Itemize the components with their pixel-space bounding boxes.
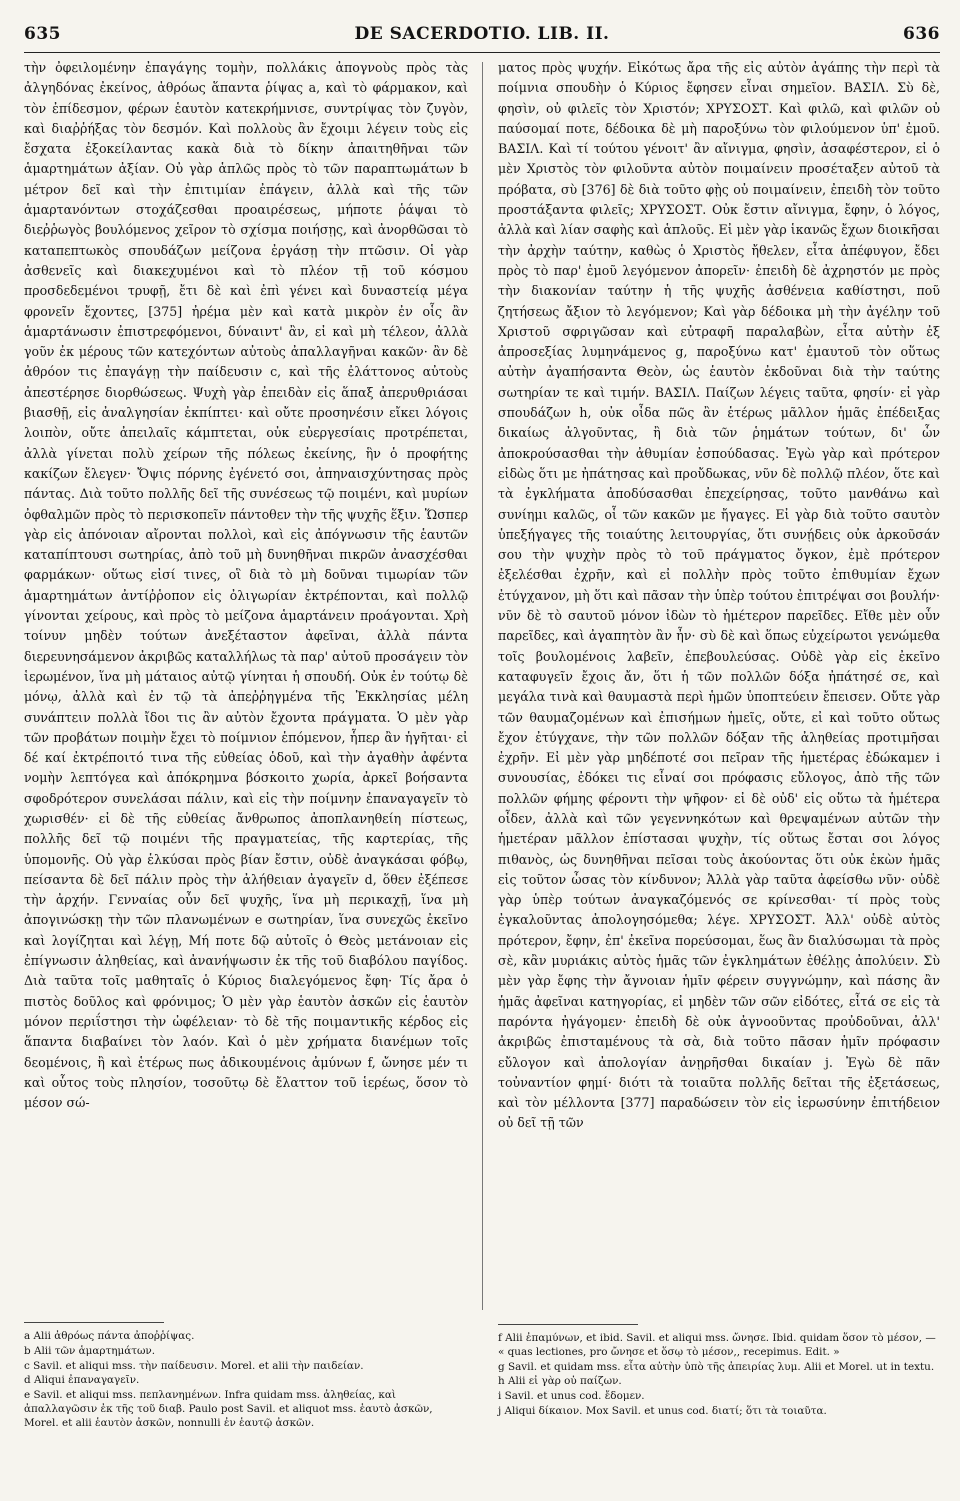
right-column-paragraph: ματος πρὸς ψυχήν. Εἰκότως ἄρα τῆς εἰς αὐτὸν ἀγάπης τὴν περὶ τὰ ποίμνια σπουδὴν ὁ Κύριος ἔφησεν εἶναι σημεῖον. ΒΑΣΙΛ. Σὺ δὲ, φησὶν, οὐ φιλεῖς τὸν Χριστόν; ΧΡΥΣΟΣΤ. Καὶ φιλῶ, καὶ φιλῶν οὐ παύσομαί ποτε, δέδοικα δὲ μὴ παροξύνω τὸν φιλούμενον ὑπ' ἐμοῦ. ΒΑΣΙΛ. Καὶ τί τούτου γένοιτ' ἂν αἴνιγμα, φησὶν, ἀσαφέστερον, εἰ ὁ μὲν Χριστὸς τὸν φιλοῦντα αὐτὸν ποιμαίνειν προσέταξεν αὐτοῦ τὰ πρόβατα, σὺ [376] δὲ διὰ τοῦτο φῂς οὐ ποιμαίνειν, ἐπειδὴ τὸν τοῦτο προστάξαντα φιλεῖς; ΧΡΥΣΟΣΤ. Οὐκ ἔστιν αἴνιγμα, ἔφην, ὁ λόγος, ἀλλὰ καὶ λίαν σαφὴς καὶ ἁπλοῦς. Εἰ μὲν γὰρ ἱκανῶς ἔχων διοικῆσαι τὴν ἀρχὴν ταύτην, καθὼς ὁ Χριστὸς ἤθελεν, εἶτα ἀπέφυγον, ἔδει πρὸς τὸ παρ' ἐμοῦ λεγόμενον ἀπορεῖν· ἐπειδὴ δὲ ἀχρηστόν με πρὸς τὴν διακονίαν ταύτην ἡ τῆς ψυχῆς ἀσθένεια καθίστησι, ποῦ ζητήσεως ἄξιον τὸ λεγόμενον; Καὶ γὰρ δέδοικα μὴ τὴν ἀγέλην τοῦ Χριστοῦ σφριγῶσαν καὶ εὐτραφῆ παραλαβὼν, εἶτα αὐτὴν ἐξ ἀπροσεξίας λυμηνάμενος g, παροξύνω κατ' ἐμαυτοῦ τὸν οὕτως αὐτὴν ἀγαπήσαντα Θεὸν, ὡς ἑαυτὸν ἐκδοῦναι διὰ τὴν ταύτης σωτηρίαν τε καὶ τιμήν. ΒΑΣΙΛ. Παίζων λέγεις ταῦτα, φησίν· εἰ γὰρ σπουδάζων h, οὐκ οἶδα πῶς ἂν ἑτέρως μᾶλλον ἡμᾶς ἐπέδειξας δικαίως ἀλγοῦντας, ἢ διὰ τῶν ῥημάτων τούτων, δι' ὧν ἀποκρούσασθαι τὴν ἀθυμίαν ἐσπούδασας. Ἐγὼ γὰρ καὶ πρότερον εἰδὼς ὅτι με ἠπάτησας καὶ προὔδωκας, νῦν δὲ πολλῷ πλέον, ὅτε καὶ τὰ ἐγκλήματα ἀποδύσασθαι ἐπεχείρησας, τοῦτο μανθάνω καὶ συνίημι καλῶς, οἷ τῶν κακῶν με ἤγαγες. Εἰ γὰρ διὰ τοῦτο σαυτὸν ὑπεξήγαγες τῆς τοιαύτης λειτουργίας, ὅτι συνῄδεις οὐκ ἀρκοῦσάν σου τὴν ψυχὴν πρὸς τὸ τοῦ πράγματος ὄγκον, ἐμὲ πρότερον ἐξελέσθαι ἐχρῆν, καὶ εἰ πολλὴν πρὸς τοῦτο ἐπιθυμίαν ἔχων ἐτύγχανον, μὴ ὅτι καὶ πᾶσαν τὴν ὑπὲρ τούτου ἐπιτρέψαι σοι βουλήν· νῦν δὲ τὸ σαυτοῦ μόνον ἰδὼν τὸ ἡμέτερον παρεῖδες. Εἴθε μὲν οὖν παρεῖδες, καὶ ἀγαπητὸν ἂν ἦν· σὺ δὲ καὶ ὅπως εὐχείρωτοι γενώμεθα τοῖς βουλομένοις λαβεῖν, ἐπεβουλεύσας. Οὐδὲ γὰρ εἰς ἐκεῖνο καταφυγεῖν ἔχοις ἄν, ὅτι ἡ τῶν πολλῶν δόξα ἠπάτησέ σε, καὶ μεγάλα τινὰ καὶ θαυμαστὰ περὶ ἡμῶν ὑποπτεύειν ἔπεισεν. Οὔτε γὰρ τῶν θαυμαζομένων καὶ ἐπισήμων ἡμεῖς, οὔτε, εἰ καὶ τοῦτο οὕτως ἔχον ἐτύγχανε, τὴν τῶν πολλῶν δόξαν τῆς ἀληθείας προτιμῆσαι ἐχρῆν. Εἰ μὲν γὰρ μηδέποτέ σοι πεῖραν τῆς ἡμετέρας ἐδώκαμεν i συνουσίας, ἐδόκει τις εἶναί σοι πρόφασις εὔλογος, ἀπὸ τῆς τῶν πολλῶν φήμης φέροντι τὴν ψῆφον· εἰ δὲ οὐδ' εἰς οὕτω τὰ ἡμέτερα οἶδεν, ἀλλὰ καὶ τῶν γεγεννηκότων καὶ θρεψαμένων αὐτῶν τὴν ἡμετέραν μᾶλλον ἐπίστασαι ψυχὴν, τίς οὕτως ἔσται σοι λόγος πιθανὸς, ὡς δυνηθῆναι πεῖσαι τοὺς ἀκούοντας ὅτι οὐκ ἑκὼν ἡμᾶς εἰς τοῦτον ὦσας τὸν κίνδυνον; Ἀλλὰ γὰρ ταῦτα ἀφείσθω νῦν· οὐδὲ γὰρ ὑπὲρ τούτων ἀναγκαζόμενός σε κρίνεσθαι· τί πρὸς τοὺς ἐγκαλοῦντας ἀπολογησόμεθα; λέγε. ΧΡΥΣΟΣΤ. Ἀλλ' οὐδὲ αὐτὸς πρότερον, ἔφην, ἐπ' ἐκεῖνα πορεύσομαι, ἕως ἂν διαλύσωμαι τὰ πρὸς σὲ, κἂν μυριάκις αὐτὸς ἡμᾶς τῶν ἐγκλημάτων ἐθέλῃς ἀπολύειν. Σὺ μὲν γὰρ ἔφης τὴν ἄγνοιαν ἡμῖν φέρειν συγγνώμην, καὶ πάσης ἂν ἡμᾶς ἀφεῖναι κατηγορίας, εἰ μηδὲν τῶν σῶν εἰδότες, εἶτά σε εἰς τὰ παρόντα ἠγάγομεν· ἐπειδὴ δὲ οὐκ ἀγνοοῦντας προὐδοῦναι, ἀλλ' ἀκριβῶς ἐπισταμένους τὰ σὰ, διὰ τοῦτο πᾶσαν ἡμῖν πρόφασιν εὔλογον καὶ ἀπολογίαν ἀνῃρῆσθαι δικαίαν j. Ἐγὼ δὲ πᾶν τοὐναντίον φημί· διότι τὰ τοιαῦτα πολλῆς δεῖται τῆς ἐξετάσεως, καὶ τὸν μέλλοντα [377] παραδώσειν τὸν εἰς ἱερωσύνην ἐπιτήδειον οὐ δεῖ τῇ τῶν — [498, 60, 940, 1131]
footnote-c: c Savil. et aliqui mss. τὴν παίδευσιν. Morel. et alii τὴν παιδείαν. — [24, 1359, 364, 1372]
running-title: DE SACERDOTIO. LIB. II. — [354, 24, 610, 44]
book-page — [24, 0, 940, 1501]
left-page-number: 635 — [24, 24, 61, 44]
running-header — [24, 24, 940, 48]
left-footnote-rule — [24, 1322, 164, 1323]
footnote-i: i Savil. et unus cod. ἔδομεν. — [498, 1390, 645, 1403]
header-rule — [24, 52, 940, 53]
right-text-column — [498, 58, 940, 1134]
right-footnote-rule — [498, 1324, 638, 1325]
right-page-number: 636 — [903, 24, 940, 44]
right-footnotes — [498, 1332, 938, 1420]
footnote-h: h Alii εἰ γὰρ οὐ παίζων. — [498, 1375, 622, 1388]
footnote-e: e Savil. et aliqui mss. πεπλανημένων. Infra quidam mss. ἀληθείας, καὶ ἀπαλλαγῶσιν ἐκ τῆς τοῦ διαβ. Paulo post Savil. et aliquot mss. ἑαυτὸ ἀσκῶν, Morel. et alii ἑαυτὸν ἀσκῶν, nonnulli ἐν ἑαυτῷ ἀσκῶν. — [24, 1389, 433, 1429]
footnote-f: f Alii ἐπαμύνων, et ibid. Savil. et aliqui mss. ὤνησε. Ibid. quidam ὅσον τὸ μέσον, — « quas lectiones, pro ὤνησε et ὅσῳ τὸ μέσον,, recepimus. Edit. » — [498, 1332, 936, 1358]
left-text-column — [24, 58, 468, 1113]
footnote-a: a Alii ἀθρόως πάντα ἀποῤῥίψας. — [24, 1330, 195, 1342]
left-footnotes — [24, 1330, 464, 1432]
footnote-b: b Alii τῶν ἁμαρτημάτων. — [24, 1344, 156, 1357]
footnote-d: d Aliqui ἐπαναγαγεῖν. — [24, 1374, 140, 1387]
footnote-j: j Aliqui δίκαιον. Mox Savil. et unus cod. διατί; ὅτι τὰ τοιαῦτα. — [498, 1404, 827, 1417]
footnote-g: g Savil. et quidam mss. εἶτα αὐτὴν ὑπὸ τῆς ἀπειρίας λυμ. Alii et Morel. ut in textu. — [498, 1360, 935, 1373]
left-column-paragraph: τὴν ὀφειλομένην ἐπαγάγης τομὴν, πολλάκις ἀπογνοὺς πρὸς τὰς ἀλγηδόνας ἐκείνος, ἀθρόως ἅπαντα ῥίψας a, καὶ τὸ φάρμακον, καὶ τὸν ἐπίδεσμον, φέρων ἑαυτὸν κατεκρήμνισε, συντρίψας τὸν ζυγὸν, καὶ διαῤῥήξας τὸν δεσμόν. Καὶ πολλοὺς ἂν ἔχοιμι λέγειν τοὺς εἰς ἔσχατα ἐξοκείλαντας κακὰ διὰ τὸ δίκην ἀπαιτηθῆναι τῶν ἁμαρτημάτων ἀξίαν. Οὐ γὰρ ἁπλῶς πρὸς τὸ τῶν παραπτωμάτων b μέτρον δεῖ καὶ τὴν ἐπιτιμίαν ἐπάγειν, ἀλλὰ καὶ τῆς τῶν ἁμαρτανόντων στοχάζεσθαι προαιρέσεως, μήποτε ῥάψαι τὸ διεῤῥωγὸς βουλόμενος χεῖρον τὸ σχίσμα ποιήσῃς, καὶ ἀνορθῶσαι τὸ καταπεπτωκὸς σπουδάζων μείζονα ἐργάσῃ τὴν πτῶσιν. Οἱ γὰρ ἀσθενεῖς καὶ διακεχυμένοι καὶ τὸ πλέον τῇ τοῦ κόσμου προσδεδεμένοι τρυφῇ, ἔτι δὲ καὶ ἐπὶ γένει καὶ δυναστείᾳ μέγα φρονεῖν ἔχοντες, [375] ἠρέμα μὲν καὶ κατὰ μικρὸν ἐν οἷς ἂν ἁμαρτάνωσιν ἐπιστρεφόμενοι, δύναιντ' ἂν, εἰ καὶ μὴ τέλεον, ἀλλὰ γοῦν ἐκ μέρους τῶν κατεχόντων αὐτοὺς ἀπαλλαγῆναι κακῶν· ἂν δὲ ἀθρόον τις ἐπαγάγῃ τὴν παίδευσιν c, καὶ τῆς ἐλάττονος αὐτοὺς ἀπεστέρησε διορθώσεως. Ψυχὴ γὰρ ἐπειδὰν εἰς ἅπαξ ἀπερυθριάσαι βιασθῇ, εἰς ἀναλγησίαν ἐκπίπτει· καὶ οὔτε προσηνέσιν εἴκει λόγοις λοιπὸν, οὔτε ἀπειλαῖς κάμπτεται, οὐκ εὐεργεσίαις προτρέπεται, ἀλλὰ γίνεται πολὺ χείρων τῆς πόλεως ἐκείνης, ἣν ὁ προφήτης κακίζων ἔλεγεν· Ὄψις πόρνης ἐγένετό σοι, ἀπηναισχύντησας πρὸς πάντας. Διὰ τοῦτο πολλῆς δεῖ τῆς συνέσεως τῷ ποιμένι, καὶ μυρίων ὀφθαλμῶν πρὸς τὸ περισκοπεῖν πάντοθεν τὴν τῆς ψυχῆς ἕξιν. Ὥσπερ γὰρ εἰς ἀπόνοιαν αἴρονται πολλοὶ, καὶ εἰς ἀπόγνωσιν τῆς ἑαυτῶν καταπίπτουσι σωτηρίας, ἀπὸ τοῦ μὴ δυνηθῆναι πικρῶν ἀνασχέσθαι φαρμάκων· οὕτως εἰσί τινες, οἳ διὰ τὸ μὴ δοῦναι τιμωρίαν τῶν ἁμαρτημάτων ἀντίῤῥοπον εἰς ὀλιγωρίαν ἐκτρέπονται, καὶ πολλῷ γίνονται χείρους, καὶ πρὸς τὸ μείζονα ἁμαρτάνειν προάγονται. Χρὴ τοίνυν μηδὲν τούτων ἀνεξέταστον ἀφεῖναι, ἀλλὰ πάντα διερευνησάμενον ἀκριβῶς καταλλήλως τὰ παρ' αὐτοῦ προσάγειν τὸν ἱερωμένον, ἵνα μὴ μάταιος αὐτῷ γίνηται ἡ σπουδή. Οὐκ ἐν τούτῳ δὲ μόνῳ, ἀλλὰ καὶ ἐν τῷ τὰ ἀπεῤῥηγμένα τῆς Ἐκκλησίας μέλη συνάπτειν πολλὰ ἴδοι τις ἂν αὐτὸν ἔχοντα πράγματα. Ὁ μὲν γὰρ τῶν προβάτων ποιμὴν ἔχει τὸ ποίμνιον ἑπόμενον, ἧπερ ἂν ἡγῆται· εἰ δέ καί ἐκτρέποιτό τινα τῆς εὐθείας ὁδοῦ, καὶ τὴν ἀγαθὴν ἀφέντα νομὴν λεπτόγεα καὶ ἀπόκρημνα βόσκοιτο χωρία, ἀρκεῖ βοήσαντα σφοδρότερον συνελάσαι πάλιν, καὶ εἰς τὴν ποίμνην ἐπαναγαγεῖν τὸ χωρισθέν· εἰ δὲ τῆς εὐθείας ἄνθρωπος ἀποπλανηθείη πίστεως, πολλῆς δεῖ τῷ ποιμένι τῆς πραγματείας, τῆς καρτερίας, τῆς ὑπομονῆς. Οὐ γὰρ ἑλκύσαι πρὸς βίαν ἔστιν, οὐδὲ ἀναγκάσαι φόβῳ, πείσαντα δὲ δεῖ πάλιν πρὸς τὴν ἀλήθειαν ἀγαγεῖν d, ὅθεν ἐξέπεσε τὴν ἀρχήν. Γενναίας οὖν δεῖ ψυχῆς, ἵνα μὴ περικαχῇ, ἵνα μὴ ἀπογινώσκῃ τὴν τῶν πλανωμένων e σωτηρίαν, ἵνα συνεχῶς ἐκεῖνο καὶ λογίζηται καὶ λέγῃ, Μή ποτε δῷ αὐτοῖς ὁ Θεὸς μετάνοιαν εἰς ἐπίγνωσιν ἀληθείας, καὶ ἀνανήψωσιν ἐκ τῆς τοῦ διαβόλου παγίδος. Διὰ ταῦτα τοῖς μαθηταῖς ὁ Κύριος διαλεγόμενος ἔφη· Τίς ἄρα ὁ πιστὸς δοῦλος καὶ φρόνιμος; Ὁ μὲν γὰρ ἑαυτὸν ἀσκῶν εἰς ἑαυτὸν μόνον περιΐστησι τὴν ὠφέλειαν· τὸ δὲ τῆς ποιμαντικῆς κέρδος εἰς ἅπαντα διαβαίνει τὸν λαόν. Καὶ ὁ μὲν χρήματα διανέμων τοῖς δεομένοις, ἢ καὶ ἑτέρως πως ἀδικουμένοις ἀμύνων f, ὤνησε μέν τι καὶ οὗτος τοὺς πλησίον, τοσοῦτῳ δὲ ἔλαττον τοῦ ἱερέως, ὅσον τὸ μέσον σώ- — [24, 60, 468, 1111]
column-divider — [482, 62, 483, 1310]
